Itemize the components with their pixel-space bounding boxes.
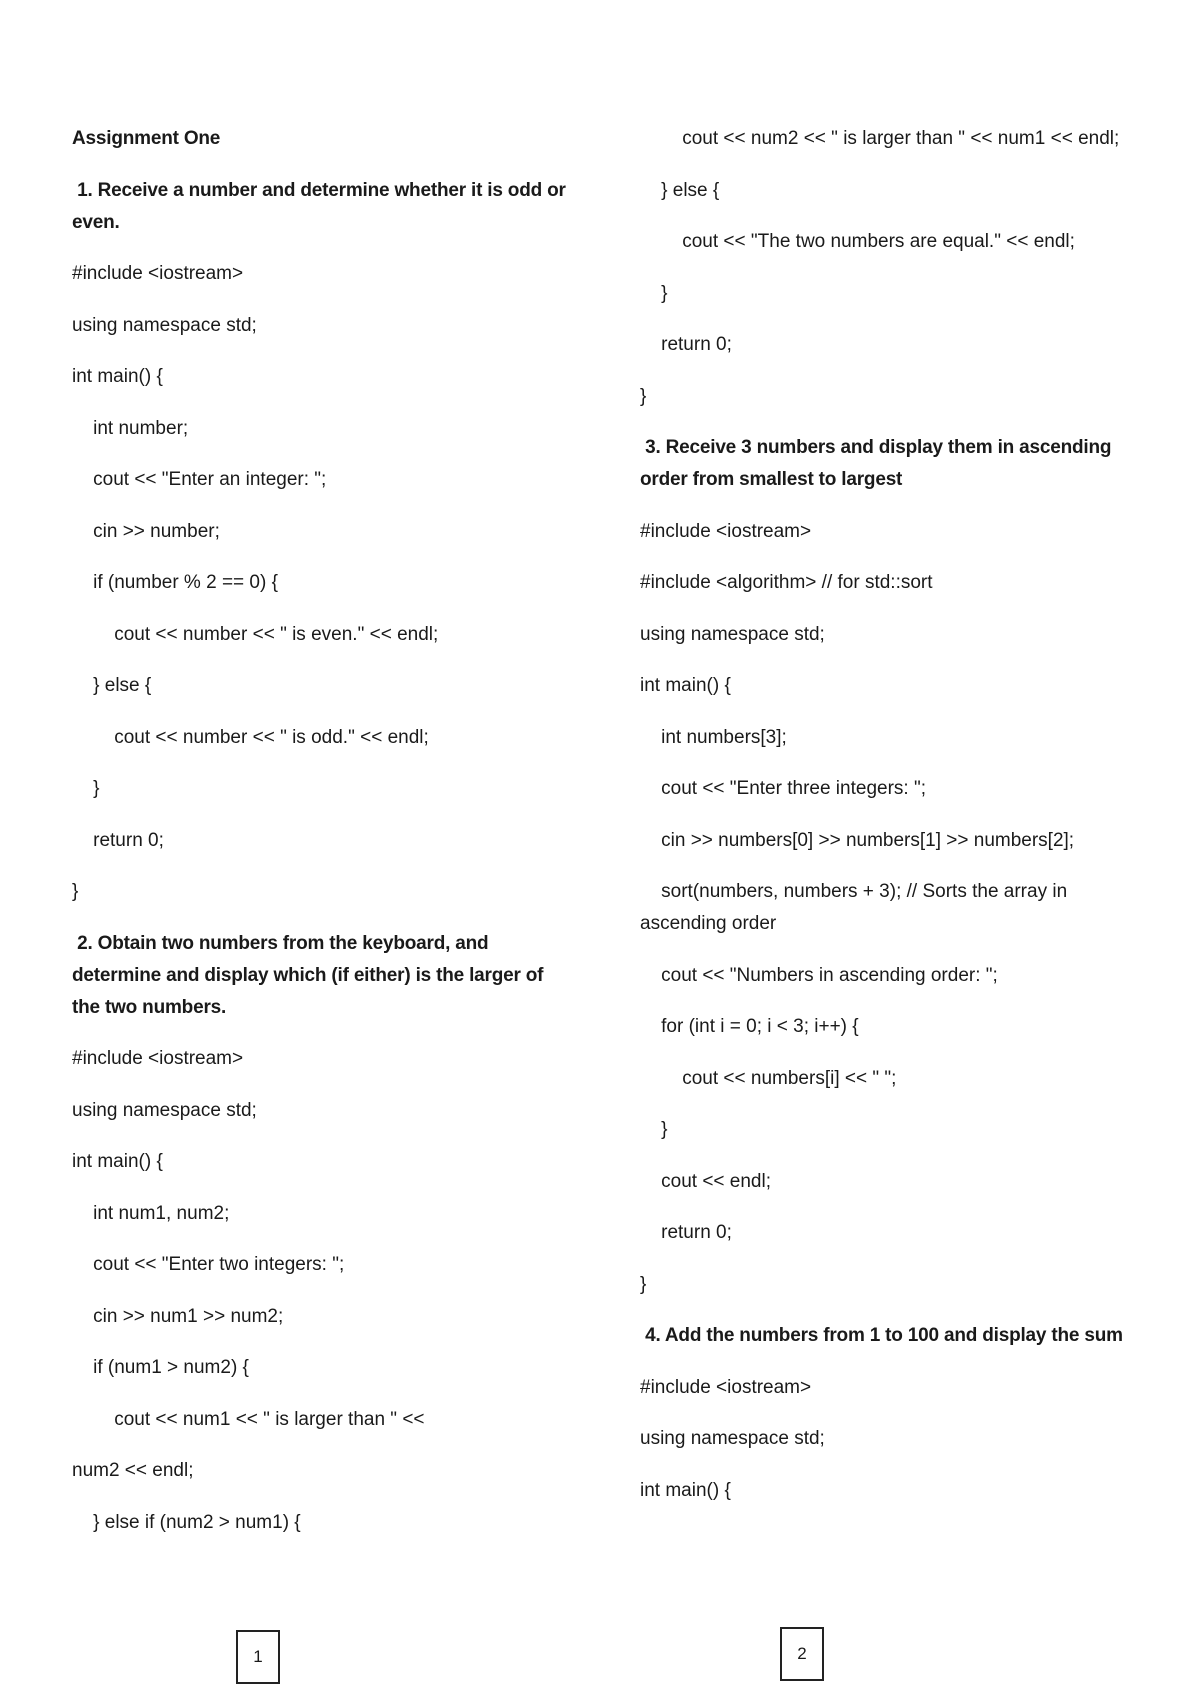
code-line: #include <iostream>	[640, 1376, 812, 1398]
code-line: cout << "Enter three integers: ";	[640, 778, 926, 799]
code-line: int number;	[72, 417, 189, 439]
code-line: cout << numbers[i] << " ";	[640, 1067, 897, 1089]
code-line: return 0;	[72, 829, 164, 851]
code-line: sort(numbers, numbers + 3); // Sorts the array in ascending order	[640, 881, 1073, 934]
code-line: cout << num1 << " is larger than " <<	[72, 1408, 425, 1430]
code-line: #include <iostream>	[72, 263, 244, 284]
code-line: cin >> numbers[0] >> numbers[1] >> numbers[2];	[640, 829, 1075, 851]
code-line: using namespace std;	[72, 314, 257, 336]
code-line: using namespace std;	[640, 623, 825, 645]
code-line: cout << "Enter two integers: ";	[72, 1254, 345, 1275]
question-3-heading: 3. Receive 3 numbers and display them in ascending order from smallest to largest	[640, 437, 1117, 490]
code-line: return 0;	[640, 1222, 732, 1243]
code-line: }	[640, 1119, 668, 1140]
question-2-heading: 2. Obtain two numbers from the keyboard, and determine and display which (if either) is the larger of the two numbers.	[72, 932, 549, 1018]
right-column	[640, 123, 1130, 1526]
code-line: cout << "Enter an integer: ";	[72, 469, 327, 490]
code-line: }	[640, 385, 647, 407]
code-line: if (num1 > num2) {	[72, 1357, 249, 1378]
code-line: int main() {	[72, 1151, 163, 1172]
code-line: cin >> num1 >> num2;	[72, 1305, 284, 1327]
code-line: using namespace std;	[72, 1099, 257, 1121]
code-line: if (number % 2 == 0) {	[72, 572, 278, 593]
code-line: return 0;	[640, 334, 732, 355]
code-line: } else if (num2 > num1) {	[72, 1511, 301, 1533]
page-number-left: 1	[236, 1630, 280, 1684]
code-line: }	[640, 1273, 647, 1295]
code-line: for (int i = 0; i < 3; i++) {	[640, 1016, 859, 1037]
code-line: int main() {	[640, 675, 731, 696]
code-line: using namespace std;	[640, 1428, 825, 1449]
code-line: #include <iostream>	[72, 1048, 244, 1069]
question-4-heading: 4. Add the numbers from 1 to 100 and display the sum	[640, 1325, 1123, 1346]
code-line: int num1, num2;	[72, 1202, 230, 1224]
code-line: num2 << endl;	[72, 1460, 194, 1481]
page-number-right: 2	[780, 1627, 824, 1681]
code-line: #include <iostream>	[640, 520, 812, 542]
code-line: cout << "Numbers in ascending order: ";	[640, 964, 998, 986]
code-line: cin >> number;	[72, 520, 220, 542]
assignment-title: Assignment One	[72, 128, 221, 149]
code-line: cout << num2 << " is larger than " << num1 << endl;	[640, 128, 1120, 149]
code-line: cout << "The two numbers are equal." << endl;	[640, 231, 1075, 252]
code-line: int main() {	[640, 1479, 731, 1501]
code-line: cout << endl;	[640, 1170, 771, 1192]
question-3-code	[640, 516, 1130, 1301]
code-line: } else {	[640, 179, 720, 201]
code-line: int numbers[3];	[640, 726, 787, 748]
code-line: }	[72, 881, 79, 902]
left-column	[72, 123, 572, 1558]
question-2-code-continued	[640, 123, 1130, 413]
question-4-code	[640, 1372, 1130, 1507]
code-line: cout << number << " is odd." << endl;	[72, 726, 429, 748]
code-line: } else {	[72, 675, 152, 696]
question-2-code	[72, 1043, 572, 1539]
question-1-heading: 1. Receive a number and determine whether it is odd or even.	[72, 179, 571, 233]
code-line: int main() {	[72, 366, 163, 387]
code-line: cout << number << " is even." << endl;	[72, 623, 439, 645]
question-1-code	[72, 258, 572, 908]
code-line: #include <algorithm> // for std::sort	[640, 572, 933, 593]
code-line: }	[72, 778, 100, 799]
code-line: }	[640, 282, 668, 304]
